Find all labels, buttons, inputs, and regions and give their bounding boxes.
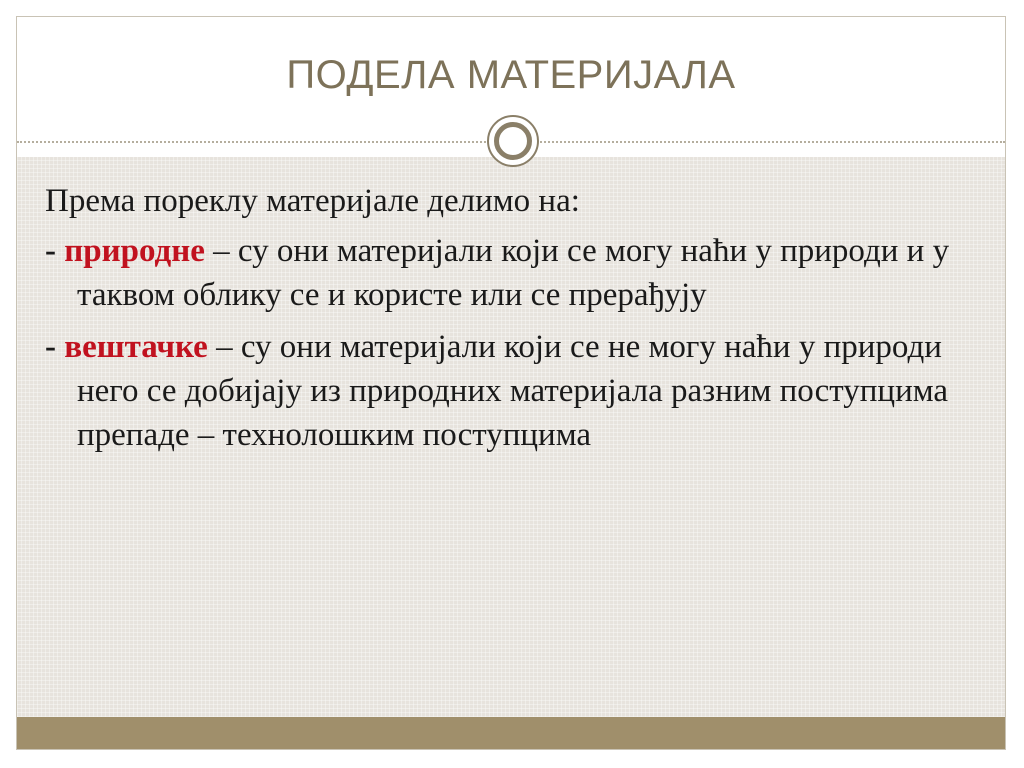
description-artificial: – су они материјали који се не могу наћи у природи него се добијају из природних материјала разним поступцима препаде – технолошким поступцима — [77, 329, 949, 453]
circle-ornament-icon — [487, 115, 539, 167]
slide — [16, 16, 1006, 750]
slide-body — [45, 179, 985, 465]
list-item-natural — [45, 229, 985, 317]
item-dash: - — [45, 329, 56, 365]
intro-text: Према пореклу материјале делимо на: — [45, 183, 580, 219]
term-natural: природне — [64, 233, 205, 269]
term-artificial: вештачке — [64, 329, 208, 365]
description-natural: – су они материјали који се могу наћи у природи и у таквом облику се и користе или се прерађују — [77, 233, 950, 313]
slide-title: ПОДЕЛА МАТЕРИЈАЛА — [286, 53, 736, 97]
circle-ornament-inner — [494, 122, 532, 160]
item-dash: - — [45, 233, 56, 269]
bottom-band — [17, 717, 1005, 750]
list-item-artificial — [45, 325, 985, 457]
